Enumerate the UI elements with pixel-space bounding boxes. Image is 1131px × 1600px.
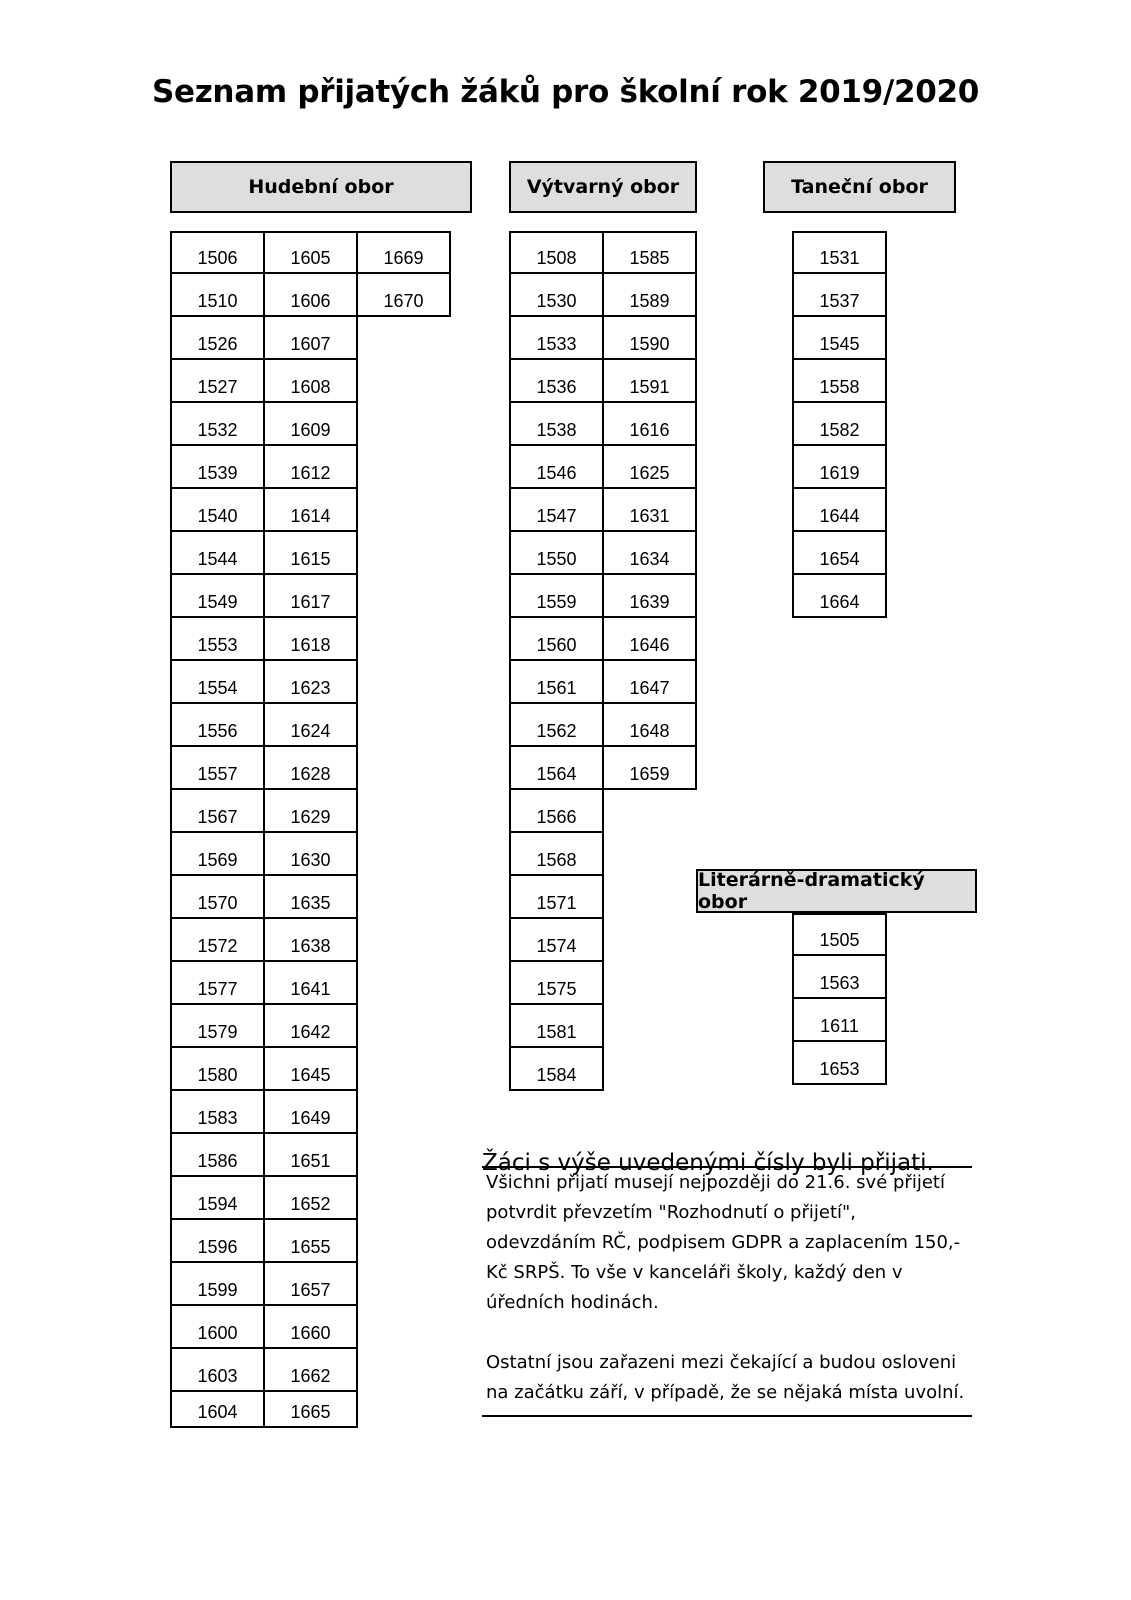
student-number-cell: 1594 (170, 1177, 265, 1220)
student-number-cell: 1624 (263, 704, 358, 747)
student-number-cell: 1659 (602, 747, 697, 790)
note-divider-bottom (482, 1415, 972, 1417)
table-row (170, 575, 449, 618)
vytvarny-obor-table (509, 231, 695, 1091)
table-row (792, 575, 885, 618)
student-number-cell: 1647 (602, 661, 697, 704)
table-row (792, 403, 885, 446)
empty-cell (356, 403, 451, 446)
student-number-cell: 1611 (792, 999, 887, 1042)
student-number-cell: 1586 (170, 1134, 265, 1177)
student-number-cell: 1569 (170, 833, 265, 876)
table-row (170, 1263, 449, 1306)
student-number-cell: 1582 (792, 403, 887, 446)
student-number-cell: 1642 (263, 1005, 358, 1048)
table-row (509, 360, 695, 403)
student-number-cell: 1574 (509, 919, 604, 962)
table-row (792, 360, 885, 403)
student-number-cell: 1508 (509, 231, 604, 274)
student-number-cell: 1644 (792, 489, 887, 532)
student-number-cell: 1634 (602, 532, 697, 575)
table-row (509, 532, 695, 575)
table-row (170, 1306, 449, 1349)
note-paragraph-1 (486, 1168, 966, 1318)
table-row (792, 231, 885, 274)
student-number-cell: 1617 (263, 575, 358, 618)
empty-cell (356, 1005, 451, 1048)
table-row (792, 446, 885, 489)
table-row (792, 489, 885, 532)
student-number-cell: 1638 (263, 919, 358, 962)
note-heading: Žáci s výše uvedenými čísly byli přijati. (482, 1150, 934, 1176)
table-row (509, 575, 695, 618)
table-row (170, 1392, 449, 1428)
student-number-cell: 1579 (170, 1005, 265, 1048)
student-number-cell: 1596 (170, 1220, 265, 1263)
student-number-cell: 1604 (170, 1392, 265, 1428)
table-row (792, 913, 885, 956)
student-number-cell: 1660 (263, 1306, 358, 1349)
table-row (170, 919, 449, 962)
student-number-cell: 1564 (509, 747, 604, 790)
student-number-cell: 1575 (509, 962, 604, 1005)
empty-cell (356, 575, 451, 618)
table-row (170, 1349, 449, 1392)
student-number-cell: 1505 (792, 913, 887, 956)
table-row (509, 962, 695, 1005)
empty-cell (602, 1005, 697, 1048)
table-row (170, 962, 449, 1005)
student-number-cell: 1648 (602, 704, 697, 747)
student-number-cell: 1616 (602, 403, 697, 446)
student-number-cell: 1526 (170, 317, 265, 360)
student-number-cell: 1651 (263, 1134, 358, 1177)
student-number-cell: 1591 (602, 360, 697, 403)
student-number-cell: 1639 (602, 575, 697, 618)
table-row (170, 661, 449, 704)
student-number-cell: 1577 (170, 962, 265, 1005)
table-row (170, 360, 449, 403)
student-number-cell: 1628 (263, 747, 358, 790)
student-number-cell: 1581 (509, 1005, 604, 1048)
empty-cell (602, 876, 697, 919)
student-number-cell: 1547 (509, 489, 604, 532)
page-title: Seznam přijatých žáků pro školní rok 2019/2020 (151, 74, 980, 110)
table-row (170, 532, 449, 575)
student-number-cell: 1558 (792, 360, 887, 403)
student-number-cell: 1652 (263, 1177, 358, 1220)
empty-cell (356, 876, 451, 919)
table-row (170, 1005, 449, 1048)
empty-cell (356, 1392, 451, 1428)
student-number-cell: 1605 (263, 231, 358, 274)
student-number-cell: 1629 (263, 790, 358, 833)
student-number-cell: 1649 (263, 1091, 358, 1134)
table-row (792, 532, 885, 575)
empty-cell (356, 747, 451, 790)
student-number-cell: 1538 (509, 403, 604, 446)
empty-cell (356, 962, 451, 1005)
literarne-dramaticky-obor-table (792, 913, 885, 1085)
student-number-cell: 1607 (263, 317, 358, 360)
table-row (509, 274, 695, 317)
empty-cell (356, 1091, 451, 1134)
empty-cell (356, 1177, 451, 1220)
empty-cell (356, 1048, 451, 1091)
student-number-cell: 1540 (170, 489, 265, 532)
student-number-cell: 1570 (170, 876, 265, 919)
student-number-cell: 1653 (792, 1042, 887, 1085)
table-row (509, 317, 695, 360)
student-number-cell: 1590 (602, 317, 697, 360)
empty-cell (356, 489, 451, 532)
table-row (509, 704, 695, 747)
student-number-cell: 1567 (170, 790, 265, 833)
table-row (509, 1048, 695, 1091)
table-row (170, 747, 449, 790)
student-number-cell: 1641 (263, 962, 358, 1005)
table-row (509, 919, 695, 962)
table-row (170, 790, 449, 833)
student-number-cell: 1609 (263, 403, 358, 446)
table-row (170, 446, 449, 489)
empty-cell (602, 1048, 697, 1091)
student-number-cell: 1556 (170, 704, 265, 747)
note-line: úředních hodinách. (486, 1292, 659, 1313)
note-line: Kč SRPŠ. To vše v kanceláři školy, každý den v (486, 1262, 903, 1283)
student-number-cell: 1560 (509, 618, 604, 661)
student-number-cell: 1532 (170, 403, 265, 446)
table-row (170, 1134, 449, 1177)
student-number-cell: 1539 (170, 446, 265, 489)
header-literarne-dramaticky-obor: Literárně-dramatický obor (696, 869, 977, 913)
student-number-cell: 1572 (170, 919, 265, 962)
empty-cell (356, 446, 451, 489)
empty-cell (356, 1134, 451, 1177)
student-number-cell: 1568 (509, 833, 604, 876)
note-line: Všichni přijatí musejí nejpozději do 21.6. své přijetí (486, 1172, 945, 1193)
table-row (170, 403, 449, 446)
student-number-cell: 1657 (263, 1263, 358, 1306)
student-number-cell: 1662 (263, 1349, 358, 1392)
empty-cell (356, 833, 451, 876)
empty-cell (356, 704, 451, 747)
empty-cell (356, 317, 451, 360)
student-number-cell: 1630 (263, 833, 358, 876)
table-row (170, 231, 449, 274)
student-number-cell: 1655 (263, 1220, 358, 1263)
student-number-cell: 1510 (170, 274, 265, 317)
student-number-cell: 1600 (170, 1306, 265, 1349)
empty-cell (356, 1349, 451, 1392)
empty-cell (356, 790, 451, 833)
student-number-cell: 1544 (170, 532, 265, 575)
table-row (509, 403, 695, 446)
student-number-cell: 1527 (170, 360, 265, 403)
student-number-cell: 1550 (509, 532, 604, 575)
table-row (170, 1220, 449, 1263)
student-number-cell: 1670 (356, 274, 451, 317)
student-number-cell: 1554 (170, 661, 265, 704)
table-row (509, 446, 695, 489)
empty-cell (602, 962, 697, 1005)
table-row (509, 489, 695, 532)
student-number-cell: 1531 (792, 231, 887, 274)
student-number-cell: 1562 (509, 704, 604, 747)
table-row (170, 489, 449, 532)
student-number-cell: 1537 (792, 274, 887, 317)
student-number-cell: 1584 (509, 1048, 604, 1091)
student-number-cell: 1669 (356, 231, 451, 274)
table-row (792, 274, 885, 317)
student-number-cell: 1563 (792, 956, 887, 999)
table-row (170, 876, 449, 919)
tanecni-obor-table (792, 231, 885, 618)
student-number-cell: 1603 (170, 1349, 265, 1392)
table-row (509, 833, 695, 876)
student-number-cell: 1631 (602, 489, 697, 532)
table-row (509, 790, 695, 833)
empty-cell (356, 661, 451, 704)
student-number-cell: 1615 (263, 532, 358, 575)
empty-cell (356, 360, 451, 403)
table-row (170, 274, 449, 317)
student-number-cell: 1571 (509, 876, 604, 919)
student-number-cell: 1561 (509, 661, 604, 704)
header-hudebni-obor: Hudební obor (170, 161, 472, 213)
student-number-cell: 1549 (170, 575, 265, 618)
empty-cell (356, 919, 451, 962)
table-row (170, 704, 449, 747)
table-row (509, 1005, 695, 1048)
empty-cell (356, 532, 451, 575)
student-number-cell: 1665 (263, 1392, 358, 1428)
table-row (792, 1042, 885, 1085)
empty-cell (602, 833, 697, 876)
table-row (792, 999, 885, 1042)
header-vytvarny-obor: Výtvarný obor (509, 161, 697, 213)
table-row (509, 661, 695, 704)
table-row (170, 1048, 449, 1091)
student-number-cell: 1599 (170, 1263, 265, 1306)
table-row (509, 618, 695, 661)
empty-cell (602, 919, 697, 962)
header-tanecni-obor: Taneční obor (763, 161, 956, 213)
note-line: odevzdáním RČ, podpisem GDPR a zaplacením 150,- (486, 1232, 961, 1253)
note-line: Ostatní jsou zařazeni mezi čekající a budou osloveni (486, 1352, 957, 1373)
student-number-cell: 1506 (170, 231, 265, 274)
student-number-cell: 1566 (509, 790, 604, 833)
student-number-cell: 1559 (509, 575, 604, 618)
student-number-cell: 1606 (263, 274, 358, 317)
student-number-cell: 1645 (263, 1048, 358, 1091)
student-number-cell: 1580 (170, 1048, 265, 1091)
empty-cell (356, 1306, 451, 1349)
table-row (792, 956, 885, 999)
student-number-cell: 1557 (170, 747, 265, 790)
empty-cell (356, 618, 451, 661)
note-line: potvrdit převzetím "Rozhodnutí o přijetí", (486, 1202, 857, 1223)
student-number-cell: 1625 (602, 446, 697, 489)
table-row (170, 618, 449, 661)
table-row (792, 317, 885, 360)
student-number-cell: 1583 (170, 1091, 265, 1134)
student-number-cell: 1623 (263, 661, 358, 704)
student-number-cell: 1664 (792, 575, 887, 618)
note-paragraph-2 (486, 1348, 966, 1408)
student-number-cell: 1654 (792, 532, 887, 575)
student-number-cell: 1635 (263, 876, 358, 919)
empty-cell (356, 1220, 451, 1263)
student-number-cell: 1585 (602, 231, 697, 274)
table-row (509, 747, 695, 790)
student-number-cell: 1546 (509, 446, 604, 489)
empty-cell (602, 790, 697, 833)
table-row (170, 1177, 449, 1220)
empty-cell (356, 1263, 451, 1306)
table-row (170, 317, 449, 360)
student-number-cell: 1614 (263, 489, 358, 532)
student-number-cell: 1530 (509, 274, 604, 317)
student-number-cell: 1612 (263, 446, 358, 489)
table-row (170, 1091, 449, 1134)
student-number-cell: 1533 (509, 317, 604, 360)
student-number-cell: 1608 (263, 360, 358, 403)
hudebni-obor-table (170, 231, 449, 1428)
table-row (509, 231, 695, 274)
student-number-cell: 1589 (602, 274, 697, 317)
table-row (170, 833, 449, 876)
student-number-cell: 1553 (170, 618, 265, 661)
student-number-cell: 1618 (263, 618, 358, 661)
note-line: na začátku září, v případě, že se nějaká místa uvolní. (486, 1382, 965, 1403)
student-number-cell: 1536 (509, 360, 604, 403)
student-number-cell: 1545 (792, 317, 887, 360)
student-number-cell: 1646 (602, 618, 697, 661)
table-row (509, 876, 695, 919)
student-number-cell: 1619 (792, 446, 887, 489)
